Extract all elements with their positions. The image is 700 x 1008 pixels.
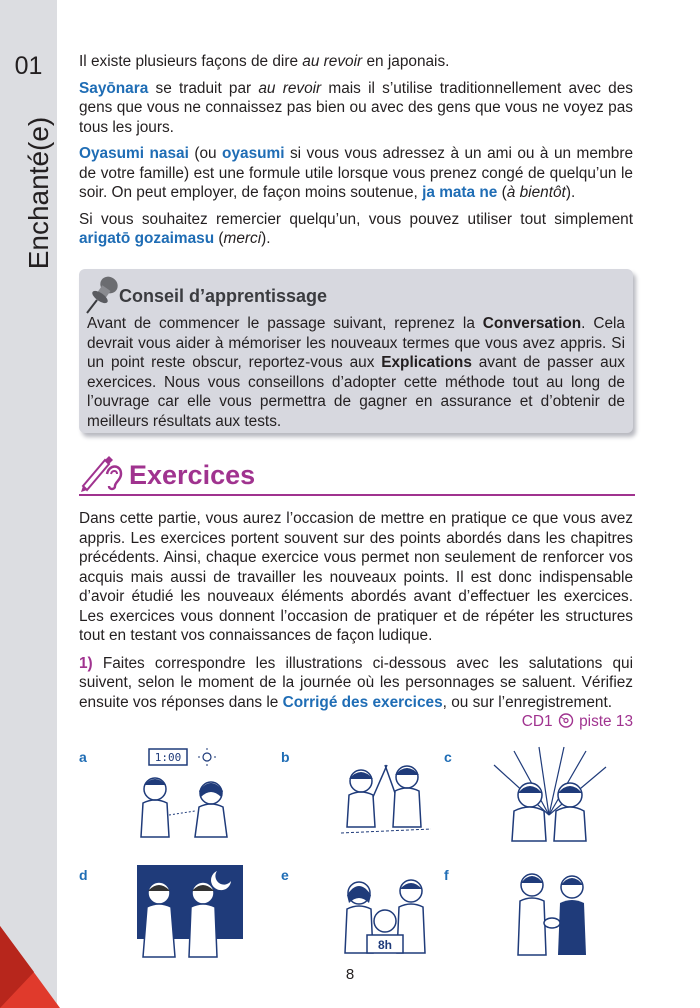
- exercises-title: Exercices: [129, 460, 256, 490]
- text: (: [497, 184, 507, 201]
- clock-readout: 8h: [377, 938, 393, 952]
- keyword-ja-mata-ne: ja mata ne: [422, 184, 498, 201]
- pushpin-icon: [83, 273, 123, 315]
- cd-label: CD1: [521, 713, 553, 730]
- text: ).: [565, 184, 576, 201]
- text: ).: [261, 230, 271, 247]
- illustration-a: [79, 745, 239, 845]
- text: (: [214, 230, 224, 247]
- greeting-night-sketch-icon: [119, 863, 249, 961]
- keyword-sayonara: Sayōnara: [79, 79, 149, 97]
- illustration-c: [444, 745, 604, 845]
- exercises-intro: Dans cette partie, vous aurez l’occasion de mettre en pratique ce que vous avez appris. Les exercices portent souvent sur des points abordés dans les chapitres précédents. Ainsi, chaque exercice vous permet non seulement de renforcer vos acquis mais aussi de travailler les nouveaux points. Il est donc indispensable d’avoir étudié les nouveaux éléments abordés avant d’effectuer les exercices. Les exercices vous donnent l’occasion de pratiquer et de répéter les structures tout en testant vos connaissances de façon ludique.: [79, 510, 633, 644]
- text: se traduit par: [148, 79, 259, 97]
- keyword-arigato: arigatō gozaimasu: [79, 230, 215, 247]
- chapter-title: Enchanté(e): [23, 116, 54, 270]
- audio-reference: [79, 712, 633, 732]
- italic-text: merci: [223, 230, 262, 247]
- illustration-e: [281, 863, 441, 963]
- text: avant de passer aux exercices. Nous vous conseillons d’adopter cette méthode tout au long de l’ouvrage car elle vous permettra de gagner en assurance et d’obtenir de meilleurs résultats aux tests.: [87, 354, 625, 430]
- illustration-b: [281, 745, 441, 845]
- illustration-d: [79, 863, 239, 963]
- intro-text: [79, 52, 633, 256]
- corner-ribbon-icon: [0, 898, 60, 1008]
- tip-body: [87, 314, 625, 431]
- illustration-letter: b: [281, 749, 290, 765]
- tip-title: Conseil d’apprentissage: [119, 286, 328, 306]
- italic-text: au revoir: [302, 53, 363, 70]
- intro-paragraph-3: [79, 144, 633, 203]
- chapter-sidebar: [0, 0, 57, 1008]
- text: Faites correspondre les illustrations ci-dessous avec les salutations qui suivent, selon le moment de la journée où les personnages se saluent. Vérifiez ensuite vos réponses dans le: [79, 654, 633, 711]
- chapter-number: 01: [14, 52, 43, 80]
- greeting-sunrise-sketch-icon: [484, 745, 614, 843]
- greeting-wave-sketch-icon: [321, 745, 451, 843]
- text: Avant de commencer le passage suivant, reprenez la: [87, 315, 483, 332]
- illustration-grid: [79, 745, 634, 955]
- study-tip-box: [79, 269, 633, 433]
- exercise-number: 1): [79, 654, 93, 672]
- text: (ou: [188, 145, 223, 162]
- bold-text: Explications: [381, 354, 472, 371]
- illustration-letter: e: [281, 867, 289, 883]
- illustration-f: [444, 863, 604, 963]
- text: . Cela devrait vous aider à mémoriser les nouveaux termes que vous avez appris. Si un point reste obscur, reportez-vous aux: [87, 315, 625, 371]
- text: Il existe plusieurs façons de dire: [79, 53, 303, 70]
- exercise-1-instructions: [79, 654, 633, 732]
- illustration-letter: f: [444, 867, 449, 883]
- italic-text: au revoir: [258, 79, 322, 97]
- keyword-oyasumi: oyasumi: [222, 145, 285, 162]
- text: mais il s’utilise traditionnellement avec des gens que vous ne connaissez pas bien ou avec des gens que vous ne voyez pas tous les jours.: [79, 79, 633, 136]
- illustration-letter: c: [444, 749, 452, 765]
- text: si vous vous adressez à un ami ou à un membre de votre famille) est une formule utile lorsque vous prenez congé de quelqu’un le soir. On peut employer, de façon moins soutenue,: [79, 145, 634, 201]
- intro-paragraph-4: [79, 210, 633, 249]
- bold-text: Conversation: [482, 315, 582, 332]
- intro-paragraph-2: [79, 79, 633, 138]
- track-label: piste 13: [579, 713, 633, 730]
- illustration-letter: a: [79, 749, 87, 765]
- answer-key-reference: Corrigé des exercices: [282, 693, 443, 711]
- keyword-oyasumi-nasai: Oyasumi nasai: [79, 145, 189, 162]
- exercises-header: [79, 448, 635, 496]
- text: Si vous souhaitez remercier quelqu’un, vous pouvez utiliser tout simplement: [79, 210, 633, 228]
- clock-readout: 1:00: [154, 751, 182, 764]
- greeting-handshake-sketch-icon: [484, 863, 614, 961]
- greeting-morning-sketch-icon: [321, 863, 451, 961]
- italic-text: à bientôt: [506, 184, 566, 201]
- illustration-letter: d: [79, 867, 88, 883]
- pen-and-ear-icon: [79, 452, 123, 492]
- page-number: 8: [345, 966, 355, 983]
- intro-paragraph-1: [79, 52, 633, 72]
- greeting-lunch-sketch-icon: [119, 745, 249, 843]
- exercises-body: [79, 509, 633, 740]
- cd-disc-icon: [557, 713, 575, 728]
- text: en japonais.: [362, 53, 450, 70]
- text: , ou sur l’enregistrement.: [442, 693, 613, 711]
